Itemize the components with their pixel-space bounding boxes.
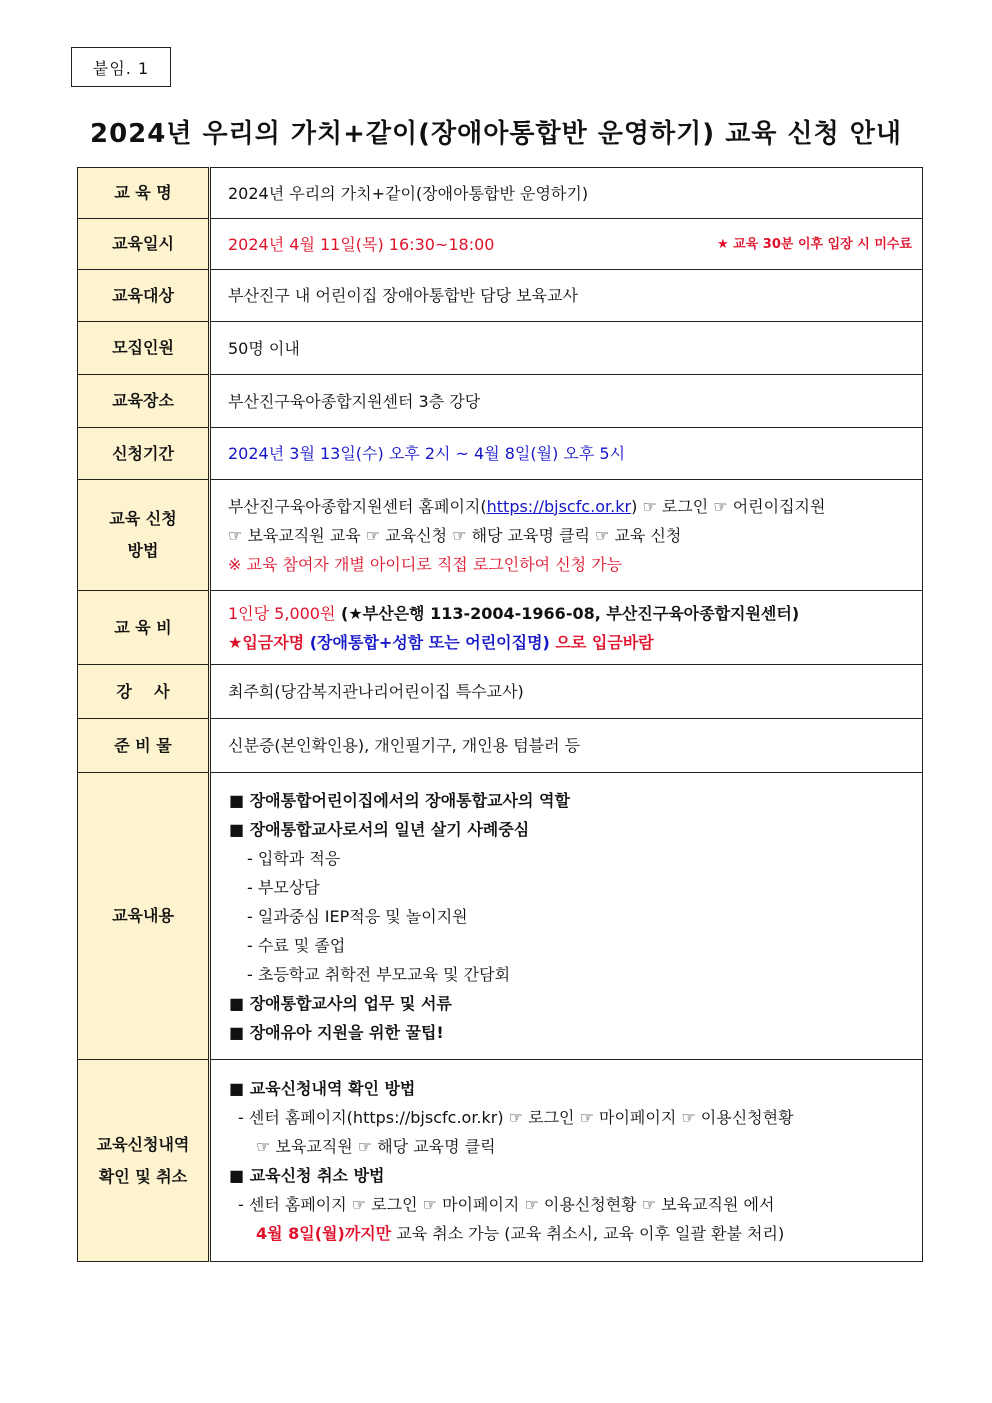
confirm-cancel-line2: [229, 1219, 912, 1248]
row-date: [78, 219, 923, 270]
label-target: 교육대상: [78, 270, 210, 322]
confirm-check-line2: ☞ 보육교직원 ☞ 해당 교육명 클릭: [256, 1136, 496, 1156]
value-supplies: 신분증(본인확인용), 개인필기구, 개인용 텀블러 등: [210, 719, 923, 773]
label-method-line2: 방법: [127, 541, 159, 560]
row-method: [78, 480, 923, 591]
method-line1-rest: ☞ 로그인 ☞ 어린이집지원: [637, 496, 826, 516]
method-line3: ※ 교육 참여자 개별 아이디로 직접 로그인하여 신청 가능: [228, 554, 623, 574]
label-supplies: 준 비 물: [78, 719, 210, 773]
label-method-line1: 교육 신청: [109, 509, 177, 528]
value-instructor: 최주희(당감복지관나리어린이집 특수교사): [210, 665, 923, 719]
value-target: 부산진구 내 어린이집 장애아통합반 담당 보육교사: [210, 270, 923, 322]
row-supplies: [78, 719, 923, 773]
page-title: 2024년 우리의 가치+같이(장애아통합반 운영하기) 교육 신청 안내: [89, 119, 902, 149]
row-name: [78, 168, 923, 219]
label-confirm-line2: 확인 및 취소: [98, 1166, 188, 1186]
fee-depositor-label: ★입금자명: [228, 632, 305, 652]
value-name: 2024년 우리의 가치+같이(장애아통합반 운영하기): [210, 168, 923, 219]
content-subitem: - 초등학교 취학전 부모교육 및 간담회: [247, 964, 511, 984]
label-confirm-line1: 교육신청내역: [96, 1134, 190, 1154]
fee-deposit-request: 으로 입금바람: [549, 632, 654, 652]
label-place: 교육장소: [78, 375, 210, 428]
value-period: 2024년 3월 13일(수) 오후 2시 ~ 4월 8일(월) 오후 5시: [210, 428, 923, 480]
row-content: [78, 773, 923, 1060]
row-confirm: [78, 1060, 923, 1262]
fee-line1: [228, 599, 912, 628]
row-capacity: [78, 322, 923, 375]
method-line1-text: 부산진구육아종합지원센터 홈페이지(: [228, 496, 487, 516]
label-content: 교육내용: [78, 773, 210, 1060]
confirm-check-line1: - 센터 홈페이지(https://bjscfc.or.kr) ☞ 로그인 ☞ 마이페이지 ☞ 이용신청현황: [238, 1107, 794, 1127]
label-capacity: 모집인원: [78, 322, 210, 375]
late-entry-note: ★ 교육 30분 이후 입장 시 미수료: [716, 236, 912, 252]
row-place: [78, 375, 923, 428]
fee-account: (★부산은행 113-2004-1966-08, 부산진구육아종합지원센터): [335, 603, 800, 623]
value-confirm: [210, 1060, 923, 1262]
method-line1-close: ): [631, 496, 638, 516]
content-heading: ■ 장애유아 지원을 위한 꿀팁!: [229, 1022, 444, 1042]
label-method: [78, 480, 210, 591]
value-method: [210, 480, 923, 591]
fee-amount: 1인당 5,000원: [228, 603, 336, 623]
content-heading: ■ 장애통합어린이집에서의 장애통합교사의 역할: [229, 790, 570, 810]
value-capacity: 50명 이내: [210, 322, 923, 375]
content-heading: ■ 장애통합교사의 업무 및 서류: [229, 993, 452, 1013]
label-period: 신청기간: [78, 428, 210, 480]
row-fee: [78, 591, 923, 665]
value-place: 부산진구육아종합지원센터 3층 강당: [210, 375, 923, 428]
content-list: [229, 786, 912, 1047]
content-subitem: - 일과중심 IEP적응 및 놀이지원: [247, 906, 468, 926]
value-date: 2024년 4월 11일(목) 16:30~18:00: [228, 234, 495, 254]
content-heading: ■ 장애통합교사로서의 일년 살기 사례중심: [229, 819, 530, 839]
row-period: [78, 428, 923, 480]
confirm-cancel-line1: - 센터 홈페이지 ☞ 로그인 ☞ 마이페이지 ☞ 이용신청현황 ☞ 보육교직원 에서: [238, 1194, 775, 1214]
value-date-cell: [210, 219, 923, 270]
cancel-deadline: 4월 8일(월)까지만: [256, 1223, 392, 1243]
value-content: [210, 773, 923, 1060]
confirm-heading-check: ■ 교육신청내역 확인 방법: [229, 1078, 416, 1098]
attachment-label: 붙임. 1: [71, 47, 171, 87]
label-date: 교육일시: [78, 219, 210, 270]
value-fee: [210, 591, 923, 665]
info-table: [77, 167, 923, 1262]
fee-depositor-format: (장애통합+성함 또는 어린이집명): [304, 632, 550, 652]
label-instructor: 강 사: [78, 665, 210, 719]
row-instructor: [78, 665, 923, 719]
confirm-heading-cancel: ■ 교육신청 취소 방법: [229, 1165, 385, 1185]
label-fee: 교 육 비: [78, 591, 210, 665]
content-subitem: - 입학과 적응: [247, 848, 341, 868]
homepage-link[interactable]: https://bjscfc.or.kr: [486, 496, 632, 516]
cancel-note: 교육 취소 가능 (교육 취소시, 교육 이후 일괄 환불 처리): [391, 1223, 785, 1243]
label-confirm: [78, 1060, 210, 1262]
label-name: 교 육 명: [78, 168, 210, 219]
content-subitem: - 부모상담: [247, 877, 320, 897]
method-line1: [228, 492, 912, 521]
method-line2: ☞ 보육교직원 교육 ☞ 교육신청 ☞ 해당 교육명 클릭 ☞ 교육 신청: [228, 525, 682, 545]
content-subitem: - 수료 및 졸업: [247, 935, 346, 955]
row-target: [78, 270, 923, 322]
fee-line2: [228, 628, 912, 657]
